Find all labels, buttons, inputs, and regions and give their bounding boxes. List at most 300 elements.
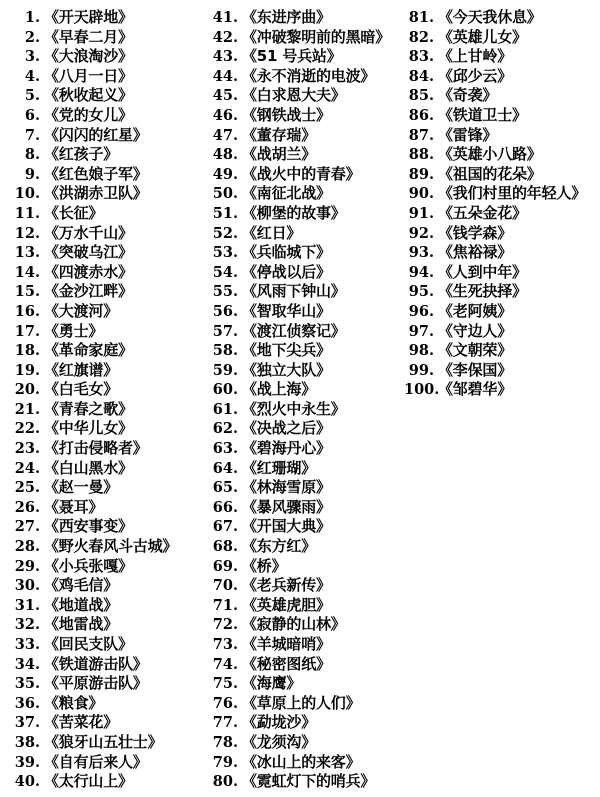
list-item: [404, 106, 594, 126]
list-item: [208, 772, 398, 792]
list-item-title: 《英雄虎胆》: [242, 595, 331, 614]
list-item: [10, 517, 202, 537]
list-item: [10, 419, 202, 439]
list-item-number: 1.: [24, 9, 40, 26]
list-item-title: 《红色娘子军》: [44, 164, 148, 183]
list-item-title: 《青春之歌》: [44, 399, 133, 418]
list-item-title: 《革命家庭》: [44, 341, 133, 360]
list-item-number: 38.: [14, 733, 40, 751]
list-item-number: 89.: [408, 165, 434, 183]
list-item: [404, 282, 594, 302]
list-item-number: 23.: [14, 440, 40, 458]
list-item: [208, 47, 398, 67]
list-item-title: 《粮食》: [44, 693, 104, 712]
list-item-number: 51.: [212, 204, 238, 222]
list-item-number: 14.: [14, 263, 40, 281]
list-item: [208, 204, 398, 224]
list-item-title: 《渡江侦察记》: [242, 321, 346, 340]
list-item: [404, 47, 594, 67]
list-item-title: 《红孩子》: [44, 145, 119, 164]
list-item: [10, 224, 202, 244]
list-item: [10, 204, 202, 224]
list-item-title: 《永不消逝的电波》: [242, 66, 376, 85]
list-item-number: 82.: [408, 28, 434, 46]
list-item-number: 5.: [24, 87, 40, 105]
list-item-number: 87.: [408, 126, 434, 144]
list-item-number: 99.: [408, 361, 434, 379]
list-item-title: 《洪湖赤卫队》: [44, 184, 148, 203]
list-item: [10, 47, 202, 67]
list-item: [208, 419, 398, 439]
list-item-title: 《中华儿女》: [44, 419, 133, 438]
list-item-number: 81.: [408, 9, 434, 26]
list-item-number: 86.: [408, 106, 434, 124]
list-item-title: 《红旗谱》: [44, 360, 119, 379]
list-item-number: 16.: [14, 302, 40, 320]
list-item-title: 《钢铁战士》: [242, 105, 331, 124]
list-item: [208, 282, 398, 302]
list-item-title: 《大渡河》: [44, 301, 119, 320]
list-item: [208, 753, 398, 773]
list-item: [404, 67, 594, 87]
list-item-number: 39.: [14, 753, 40, 771]
list-item-title: 《董存瑞》: [242, 125, 317, 144]
list-item: [208, 67, 398, 87]
list-item-title: 《李保国》: [438, 360, 513, 379]
list-item: [208, 86, 398, 106]
list-item-number: 9.: [24, 165, 40, 183]
list-item: [10, 400, 202, 420]
list-item: [208, 655, 398, 675]
list-item-number: 20.: [14, 381, 40, 399]
list-item: [404, 380, 594, 400]
list-item: [10, 184, 202, 204]
list-item-number: 63.: [212, 440, 238, 458]
list-item-title: 《停战以后》: [242, 262, 331, 281]
list-item: [404, 361, 594, 381]
list-item: [208, 733, 398, 753]
list-item-number: 27.: [14, 518, 40, 536]
list-item-number: 13.: [14, 244, 40, 262]
list-item-title: 《决战之后》: [242, 419, 331, 438]
list-item-title: 《太行山上》: [44, 772, 133, 791]
list-item: [404, 86, 594, 106]
list-item: [10, 28, 202, 48]
list-item-title: 《自有后来人》: [44, 752, 148, 771]
list-item-number: 98.: [408, 342, 434, 360]
list-item: [10, 106, 202, 126]
list-item-number: 93.: [408, 244, 434, 262]
list-item-title: 《八月一日》: [44, 66, 133, 85]
list-item-title: 《51 号兵站》: [242, 47, 342, 66]
list-item: [404, 204, 594, 224]
list-item: [404, 184, 594, 204]
list-item: [404, 302, 594, 322]
list-item-title: 《西安事变》: [44, 517, 133, 536]
list-item-number: 4.: [24, 67, 40, 85]
list-item-title: 《白求恩大夫》: [242, 86, 346, 105]
list-item-number: 78.: [212, 733, 238, 751]
list-item: [10, 733, 202, 753]
list-item-number: 73.: [212, 636, 238, 653]
list-item-number: 69.: [212, 557, 238, 575]
list-item-title: 《战火中的青春》: [242, 164, 361, 183]
list-item: [208, 713, 398, 733]
list-item-title: 《龙须沟》: [242, 732, 317, 751]
list-item: [10, 772, 202, 792]
list-item-number: 19.: [14, 361, 40, 379]
list-item: [10, 478, 202, 498]
list-item-title: 《鸡毛信》: [44, 576, 119, 595]
list-item-title: 《草原上的人们》: [242, 693, 361, 712]
list-item: [208, 694, 398, 714]
list-item: [208, 439, 398, 459]
list-item-title: 《铁道卫士》: [438, 105, 527, 124]
list-item: [404, 322, 594, 342]
list-item-title: 《生死抉择》: [438, 282, 527, 301]
list-item-number: 70.: [212, 577, 238, 595]
list-item-title: 《碧海丹心》: [242, 439, 331, 458]
list-item-number: 76.: [212, 694, 238, 712]
list-item-number: 50.: [212, 185, 238, 203]
list-item-title: 《开国大典》: [242, 517, 331, 536]
list-item-title: 《战上海》: [242, 380, 317, 399]
list-item: [10, 596, 202, 616]
list-item-number: 40.: [14, 773, 40, 791]
list-item-number: 61.: [212, 400, 238, 418]
list-item-title: 《南征北战》: [242, 184, 331, 203]
list-item: [208, 537, 398, 557]
list-item: [208, 224, 398, 244]
list-item-title: 《赵一曼》: [44, 478, 119, 497]
list-item-number: 60.: [212, 381, 238, 399]
list-item: [208, 498, 398, 518]
list-item-number: 75.: [212, 675, 238, 693]
list-item-number: 28.: [14, 538, 40, 556]
list-item-number: 48.: [212, 146, 238, 164]
list-item-title: 《羊城暗哨》: [242, 635, 331, 653]
list-item-title: 《秘密图纸》: [242, 654, 331, 673]
list-item-number: 66.: [212, 498, 238, 516]
list-item-number: 15.: [14, 283, 40, 301]
list-item: [404, 28, 594, 48]
list-item-number: 47.: [212, 126, 238, 144]
list-column-2: [202, 8, 398, 793]
list-item-title: 《勐垅沙》: [242, 713, 317, 732]
list-item: [208, 8, 398, 28]
list-item: [10, 459, 202, 479]
list-item-number: 62.: [212, 420, 238, 438]
list-item: [208, 28, 398, 48]
list-item-number: 100.: [404, 381, 440, 399]
list-item: [404, 8, 594, 28]
list-item-title: 《冲破黎明前的黑暗》: [242, 27, 391, 46]
list-item-title: 《桥》: [242, 556, 287, 575]
list-item-number: 36.: [14, 694, 40, 712]
list-item-title: 《回民支队》: [44, 635, 133, 653]
list-item: [208, 576, 398, 596]
list-item-number: 77.: [212, 714, 238, 732]
list-item-title: 《东进序曲》: [242, 8, 331, 26]
list-item-title: 《暴风骤雨》: [242, 497, 331, 516]
list-item-title: 《上甘岭》: [438, 47, 513, 66]
list-item: [10, 67, 202, 87]
list-item-title: 《开天辟地》: [44, 8, 133, 26]
list-item-number: 71.: [212, 596, 238, 614]
list-item-title: 《打击侵略者》: [44, 439, 148, 458]
list-item-number: 34.: [14, 655, 40, 673]
list-item-number: 6.: [24, 106, 40, 124]
list-item-number: 67.: [212, 518, 238, 536]
list-item-title: 《寂静的山林》: [242, 615, 346, 634]
list-item: [208, 557, 398, 577]
list-item-number: 85.: [408, 87, 434, 105]
list-item-title: 《英雄儿女》: [438, 27, 527, 46]
list-item-number: 91.: [408, 204, 434, 222]
list-item-number: 54.: [212, 263, 238, 281]
list-item: [404, 224, 594, 244]
list-item: [208, 361, 398, 381]
list-item: [10, 302, 202, 322]
list-item-number: 21.: [14, 400, 40, 418]
list-item-title: 《早春二月》: [44, 27, 133, 46]
list-item-title: 《独立大队》: [242, 360, 331, 379]
list-item-number: 22.: [14, 420, 40, 438]
list-item: [10, 86, 202, 106]
list-item: [10, 694, 202, 714]
list-item: [208, 380, 398, 400]
list-item-title: 《地雷战》: [44, 615, 119, 634]
list-item: [10, 380, 202, 400]
list-item-number: 31.: [14, 596, 40, 614]
list-item-number: 17.: [14, 322, 40, 340]
list-item: [208, 263, 398, 283]
list-item: [208, 322, 398, 342]
list-item-number: 92.: [408, 224, 434, 242]
list-item-title: 《白山黑水》: [44, 458, 133, 477]
list-item: [208, 674, 398, 694]
list-item: [404, 126, 594, 146]
list-item-title: 《突破乌江》: [44, 243, 133, 262]
list-item-number: 64.: [212, 459, 238, 477]
list-item-number: 58.: [212, 342, 238, 360]
list-item-number: 49.: [212, 165, 238, 183]
list-item: [10, 439, 202, 459]
list-item-number: 96.: [408, 302, 434, 320]
list-item-number: 26.: [14, 498, 40, 516]
list-item-title: 《奇袭》: [438, 86, 498, 105]
list-item-number: 59.: [212, 361, 238, 379]
list-item: [404, 341, 594, 361]
list-item-title: 《野火春风斗古城》: [44, 537, 178, 556]
list-item: [208, 302, 398, 322]
list-item: [10, 537, 202, 557]
list-item-title: 《平原游击队》: [44, 674, 148, 693]
list-item: [10, 753, 202, 773]
list-item-title: 《白毛女》: [44, 380, 119, 399]
list-item-title: 《红日》: [242, 223, 302, 242]
list-item-title: 《兵临城下》: [242, 243, 331, 262]
list-item-title: 《金沙江畔》: [44, 282, 133, 301]
list-item-number: 41.: [212, 9, 238, 26]
list-item-title: 《祖国的花朵》: [438, 164, 542, 183]
list-item: [208, 400, 398, 420]
list-item: [10, 615, 202, 635]
list-item-number: 56.: [212, 302, 238, 320]
list-item: [10, 126, 202, 146]
list-item-number: 35.: [14, 675, 40, 693]
list-item: [10, 713, 202, 733]
list-item-title: 《铁道游击队》: [44, 654, 148, 673]
list-item-title: 《英雄小八路》: [438, 145, 542, 164]
list-item-number: 94.: [408, 263, 434, 281]
list-item-number: 74.: [212, 655, 238, 673]
list-item: [208, 106, 398, 126]
list-item-number: 83.: [408, 48, 434, 66]
list-item-number: 53.: [212, 244, 238, 262]
list-item: [208, 184, 398, 204]
list-item-number: 79.: [212, 753, 238, 771]
list-item-number: 37.: [14, 714, 40, 732]
list-item-title: 《邹碧华》: [438, 380, 513, 399]
list-item-title: 《雷锋》: [438, 125, 498, 144]
list-item-number: 84.: [408, 67, 434, 85]
list-item-title: 《海鹰》: [242, 674, 302, 693]
list-item: [10, 341, 202, 361]
list-item: [10, 655, 202, 675]
list-item-title: 《钱学森》: [438, 223, 513, 242]
list-item: [208, 145, 398, 165]
list-item-number: 25.: [14, 479, 40, 497]
list-item-number: 52.: [212, 224, 238, 242]
list-item: [208, 459, 398, 479]
list-item-title: 《闪闪的红星》: [44, 125, 148, 144]
list-item: [10, 576, 202, 596]
list-item-number: 88.: [408, 146, 434, 164]
list-item: [208, 243, 398, 263]
list-item-title: 《智取华山》: [242, 301, 331, 320]
list-item: [10, 243, 202, 263]
list-item-number: 3.: [24, 48, 40, 66]
list-item-title: 《人到中年》: [438, 262, 527, 281]
list-item-title: 《狼牙山五壮士》: [44, 732, 163, 751]
list-item: [404, 263, 594, 283]
list-item-number: 30.: [14, 577, 40, 595]
list-item: [10, 263, 202, 283]
list-item-title: 《冰山上的来客》: [242, 752, 361, 771]
list-item-number: 45.: [212, 87, 238, 105]
list-item-title: 《苦菜花》: [44, 713, 119, 732]
list-item-number: 43.: [212, 48, 238, 66]
list-item: [10, 635, 202, 655]
list-item: [404, 243, 594, 263]
list-item-title: 《战胡兰》: [242, 145, 317, 164]
list-item-number: 24.: [14, 459, 40, 477]
list-item: [208, 596, 398, 616]
list-item: [208, 615, 398, 635]
list-item: [10, 498, 202, 518]
list-item-title: 《柳堡的故事》: [242, 203, 346, 222]
list-column-3: [398, 8, 594, 793]
list-item: [208, 635, 398, 655]
list-item: [10, 674, 202, 694]
list-item: [10, 322, 202, 342]
list-item-number: 11.: [14, 204, 40, 222]
list-item-title: 《秋收起义》: [44, 86, 133, 105]
list-item-number: 95.: [408, 283, 434, 301]
list-item-number: 8.: [24, 146, 40, 164]
list-item-number: 10.: [14, 185, 40, 203]
list-item: [10, 8, 202, 28]
list-item-number: 57.: [212, 322, 238, 340]
list-item-title: 《文朝荣》: [438, 341, 513, 360]
list-item-title: 《烈火中永生》: [242, 399, 346, 418]
list-item-title: 《林海雪原》: [242, 478, 331, 497]
list-item-title: 《霓虹灯下的哨兵》: [242, 772, 376, 791]
list-item: [10, 145, 202, 165]
list-item-title: 《大浪淘沙》: [44, 47, 133, 66]
list-item: [404, 145, 594, 165]
list-column-1: [6, 8, 202, 793]
list-item-title: 《小兵张嘎》: [44, 556, 133, 575]
list-item: [10, 282, 202, 302]
list-item-number: 46.: [212, 106, 238, 124]
list-item-number: 29.: [14, 557, 40, 575]
list-item-title: 《老兵新传》: [242, 576, 331, 595]
list-item-number: 2.: [24, 28, 40, 46]
list-item-number: 97.: [408, 322, 434, 340]
list-item-title: 《四渡赤水》: [44, 262, 133, 281]
list-item-title: 《焦裕禄》: [438, 243, 513, 262]
list-item: [404, 165, 594, 185]
list-item-title: 《勇士》: [44, 321, 104, 340]
list-item: [208, 517, 398, 537]
list-item-number: 33.: [14, 636, 40, 653]
list-item-number: 44.: [212, 67, 238, 85]
list-item-title: 《我们村里的年轻人》: [438, 184, 587, 203]
list-item-number: 72.: [212, 616, 238, 634]
list-item-title: 《风雨下钟山》: [242, 282, 346, 301]
list-item-number: 32.: [14, 616, 40, 634]
list-item-title: 《地下尖兵》: [242, 341, 331, 360]
list-item-number: 55.: [212, 283, 238, 301]
list-item: [10, 165, 202, 185]
list-item-title: 《地道战》: [44, 595, 119, 614]
list-item-title: 《守边人》: [438, 321, 513, 340]
list-item: [208, 341, 398, 361]
list-item: [208, 126, 398, 146]
list-item: [208, 165, 398, 185]
list-item-title: 《老阿姨》: [438, 301, 513, 320]
list-item-number: 18.: [14, 342, 40, 360]
list-item-number: 65.: [212, 479, 238, 497]
list-item-number: 42.: [212, 28, 238, 46]
list-item-number: 68.: [212, 538, 238, 556]
list-item-title: 《党的女儿》: [44, 105, 133, 124]
list-item-title: 《聂耳》: [44, 497, 104, 516]
list-item-title: 《万水千山》: [44, 223, 133, 242]
list-item-title: 《五朵金花》: [438, 203, 527, 222]
list-item-number: 80.: [212, 773, 238, 791]
list-item-number: 7.: [24, 126, 40, 144]
list-item-title: 《红珊瑚》: [242, 458, 317, 477]
list-item: [208, 478, 398, 498]
list-item-title: 《邱少云》: [438, 66, 513, 85]
list-item: [10, 557, 202, 577]
list-item-number: 90.: [408, 185, 434, 203]
list-item-title: 《今天我休息》: [438, 8, 542, 26]
list-item: [10, 361, 202, 381]
